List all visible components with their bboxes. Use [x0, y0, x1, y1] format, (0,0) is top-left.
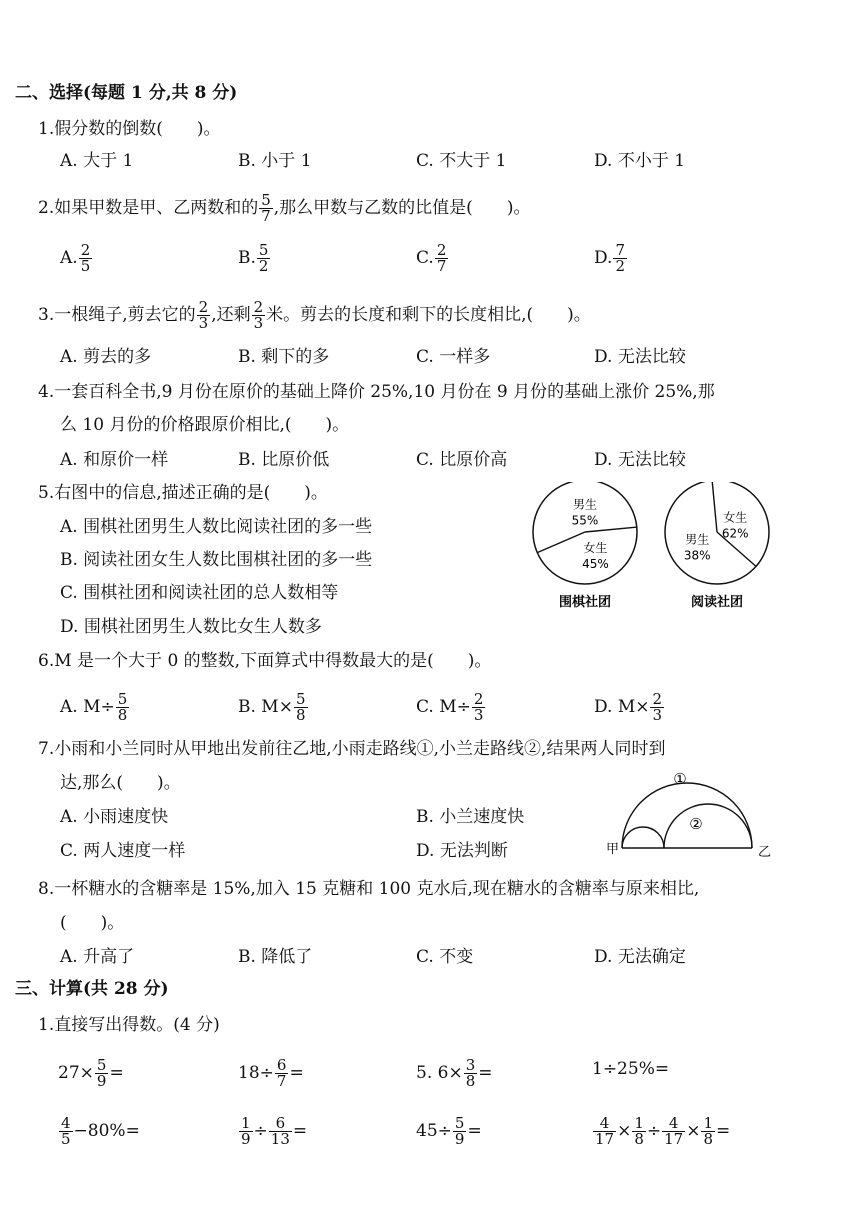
- option-c: C. 不变: [416, 947, 474, 967]
- pie-slice-value: 45%: [582, 556, 609, 571]
- option-c: C. $\frac{2}{7}$: [416, 241, 447, 275]
- start-label: 甲: [606, 842, 620, 857]
- pie-outline: [665, 482, 769, 584]
- calc-expression: 18÷ $\frac{6}{7}$ =: [238, 1056, 304, 1090]
- question-2: [38, 193, 530, 224]
- option-b: B. 阅读社团女生人数比围棋社团的多一些: [60, 550, 373, 570]
- pie-charts: [530, 482, 790, 614]
- fraction: $\frac{2}{3}$: [198, 298, 209, 332]
- option-c: C. 不大于 1: [416, 151, 507, 171]
- option-b: B. 小于 1: [238, 151, 312, 171]
- option-a: A. 小雨速度快: [60, 807, 169, 827]
- option-b: B. $\frac{5}{2}$: [238, 241, 269, 275]
- option-d: D. 无法判断: [416, 841, 508, 861]
- pie-title: 围棋社团: [558, 595, 612, 610]
- option-b: B. 小兰速度快: [416, 807, 525, 827]
- question-stem-b: ,那么甲数与乙数的比值是( )。: [273, 198, 531, 218]
- option-b: B. 剩下的多: [238, 347, 330, 367]
- option-b: B. 降低了: [238, 947, 313, 967]
- pie-yuedu: [665, 482, 769, 610]
- option-d: D. M× $\frac{2}{3}$: [594, 690, 663, 724]
- route-1-label: ①: [673, 770, 687, 788]
- option-c: C. 一样多: [416, 347, 491, 367]
- option-c: C. 比原价高: [416, 450, 508, 470]
- option-a: A. 和原价一样: [60, 450, 169, 470]
- option-d: D. 不小于 1: [594, 151, 686, 171]
- end-label: 乙: [758, 845, 772, 860]
- question-3: 3.一根绳子,剪去它的 $\frac{2}{3}$ ,还剩 $\frac{2}{3}$ 米。剪去的长度和剩下的长度相比,( )。: [38, 298, 591, 332]
- calc-expression: $\frac{1}{9}$ ÷ $\frac{6}{13}$ =: [241, 1114, 308, 1148]
- pie-slice-value: 55%: [571, 513, 599, 528]
- option-b: B. M× $\frac{5}{8}$: [238, 690, 306, 724]
- route-2-label: ②: [689, 815, 703, 833]
- option-d: D. 无法比较: [594, 347, 686, 367]
- fraction: $\frac{5}{7}$: [261, 191, 271, 225]
- option-a: A. $\frac{2}{5}$: [60, 241, 91, 275]
- calc-expression: 1÷25%=: [592, 1059, 670, 1079]
- pie-weiqi: [533, 482, 637, 610]
- question-8-line2: ( )。: [60, 913, 125, 933]
- option-c: C. 两人速度一样: [60, 841, 186, 861]
- section-header-choice: 二、选择(每题 1 分,共 8 分): [15, 83, 238, 103]
- question-4: 4.一套百科全书,9 月份在原价的基础上降价 25%,10 月份在 9 月份的基础上涨价 25%,那: [38, 382, 715, 402]
- route-1-arc: [622, 783, 752, 848]
- pie-slice-label: 男生: [685, 532, 710, 547]
- route-2-large-arc: [664, 804, 752, 848]
- option-d: D. $\frac{7}{2}$: [594, 241, 625, 275]
- question-7: 7.小雨和小兰同时从甲地出发前往乙地,小雨走路线①,小兰走路线②,结果两人同时到: [38, 739, 666, 759]
- option-d: D. 围棋社团男生人数比女生人数多: [60, 617, 322, 637]
- option-b: B. 比原价低: [238, 450, 330, 470]
- calc-expression: 5. 6× $\frac{3}{8}$ =: [416, 1056, 493, 1090]
- calc-expression: 45÷ $\frac{5}{9}$ =: [416, 1114, 482, 1148]
- calc-expression: $\frac{4}{17}$ × $\frac{1}{8}$ ÷ $\frac{4}{17}$ × $\frac{1}{8}$ =: [595, 1114, 731, 1148]
- question-number: 1.: [38, 119, 55, 139]
- option-c: C. M÷ $\frac{2}{3}$: [416, 690, 484, 724]
- option-a: A. M÷ $\frac{5}{8}$: [60, 690, 128, 724]
- question-stem-a: 如果甲数是甲、乙两数和的: [54, 198, 259, 218]
- question-number: 2.: [38, 198, 55, 218]
- option-a: A. 大于 1: [60, 151, 134, 171]
- question-7-line2: 达,那么( )。: [60, 773, 181, 793]
- option-a: A. 升高了: [60, 947, 135, 967]
- question-6: 6.M 是一个大于 0 的整数,下面算式中得数最大的是( )。: [38, 651, 492, 671]
- question-1: [38, 118, 221, 140]
- calc-expression: $\frac{4}{5}$ −80%=: [61, 1114, 140, 1148]
- question-4-line2: 么 10 月份的价格跟原价相比,( )。: [60, 415, 350, 435]
- pie-slice-value: 38%: [683, 548, 711, 563]
- route-2-small-arc: [622, 827, 664, 848]
- section-header-calc: 三、计算(共 28 分): [15, 979, 169, 999]
- pie-slice-label: 女生: [583, 540, 608, 555]
- option-d: D. 无法确定: [594, 947, 686, 967]
- option-d: D. 无法比较: [594, 450, 686, 470]
- calc-expression: 27× $\frac{5}{9}$ =: [58, 1056, 124, 1090]
- pie-slice-value: 62%: [721, 526, 749, 541]
- option-a: A. 剪去的多: [60, 347, 152, 367]
- fraction: $\frac{2}{3}$: [253, 298, 264, 332]
- question-8: 8.一杯糖水的含糖率是 15%,加入 15 克糖和 100 克水后,现在糖水的含糖率与原来相比,: [38, 879, 700, 899]
- pie-slice-label: 男生: [572, 497, 598, 512]
- route-diagram: [600, 768, 780, 860]
- calc-question-1: 1.直接写出得数。(4 分): [38, 1015, 220, 1035]
- question-stem: 假分数的倒数( )。: [54, 119, 221, 139]
- pie-title: 阅读社团: [690, 595, 744, 610]
- option-c: C. 围棋社团和阅读社团的总人数相等: [60, 583, 339, 603]
- question-5: 5.右图中的信息,描述正确的是( )。: [38, 483, 328, 503]
- pie-slice-label: 女生: [723, 510, 748, 525]
- option-a: A. 围棋社团男生人数比阅读社团的多一些: [60, 517, 373, 537]
